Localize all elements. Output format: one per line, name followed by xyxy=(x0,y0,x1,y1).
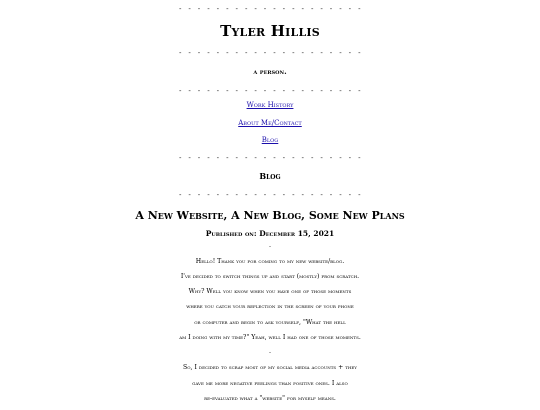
nav-link-blog[interactable]: Blog xyxy=(261,136,279,144)
post-text-line: or computer and begin to ask yourself, "What the hell xyxy=(194,318,346,326)
divider: - - - - - - - - - - - - - - - - - - - - xyxy=(178,87,362,95)
post-text-line: where you catch your reflection in the screen of your phone xyxy=(186,303,354,311)
nav-link-work-history[interactable]: Work History xyxy=(246,101,294,109)
post-separator: - xyxy=(268,349,272,357)
section-title: Blog xyxy=(259,170,281,181)
post-text-line: gave me more negative feelings than positive ones. I also xyxy=(192,379,348,387)
divider: - - - - - - - - - - - - - - - - - - - - xyxy=(178,153,362,162)
site-title: Tyler Hillis xyxy=(220,22,320,40)
post-text-line: Hello! Thank you for coming to my new website/blog. xyxy=(195,257,345,265)
post-text-line: am I doing with my time?" Yeah, well I had one of those moments. xyxy=(179,333,361,341)
post-date: Published on: December 15, 2021 xyxy=(205,228,335,238)
divider: - - - - - - - - - - - - - - - - - - - - xyxy=(178,190,362,199)
post-title: A New Website, A New Blog, Some New Plans xyxy=(135,208,405,222)
post-text-line: I've decided to switch things up and start (mostly) from scratch. xyxy=(180,272,360,280)
post-paragraph-2 xyxy=(0,364,540,402)
nav-link-about-contact[interactable]: About Me/Contact xyxy=(238,118,302,127)
post-text-line: Why? Well you know when you have one of those moments xyxy=(188,288,352,296)
divider-top: - - - - - - - - - - - - - - - - - - - - xyxy=(178,5,362,13)
post-separator: - xyxy=(268,242,272,250)
page xyxy=(0,5,540,402)
site-tagline: a person. xyxy=(253,67,287,76)
post-paragraph-1 xyxy=(0,258,540,342)
post-text-line: So, I decided to scrap most of my social media accounts + they xyxy=(183,364,357,372)
divider: - - - - - - - - - - - - - - - - - - - - xyxy=(178,49,362,57)
post-text-line: re-evaluated what a "website" for myself means. xyxy=(204,394,336,402)
blog-post xyxy=(0,209,540,403)
site-nav xyxy=(0,101,540,145)
